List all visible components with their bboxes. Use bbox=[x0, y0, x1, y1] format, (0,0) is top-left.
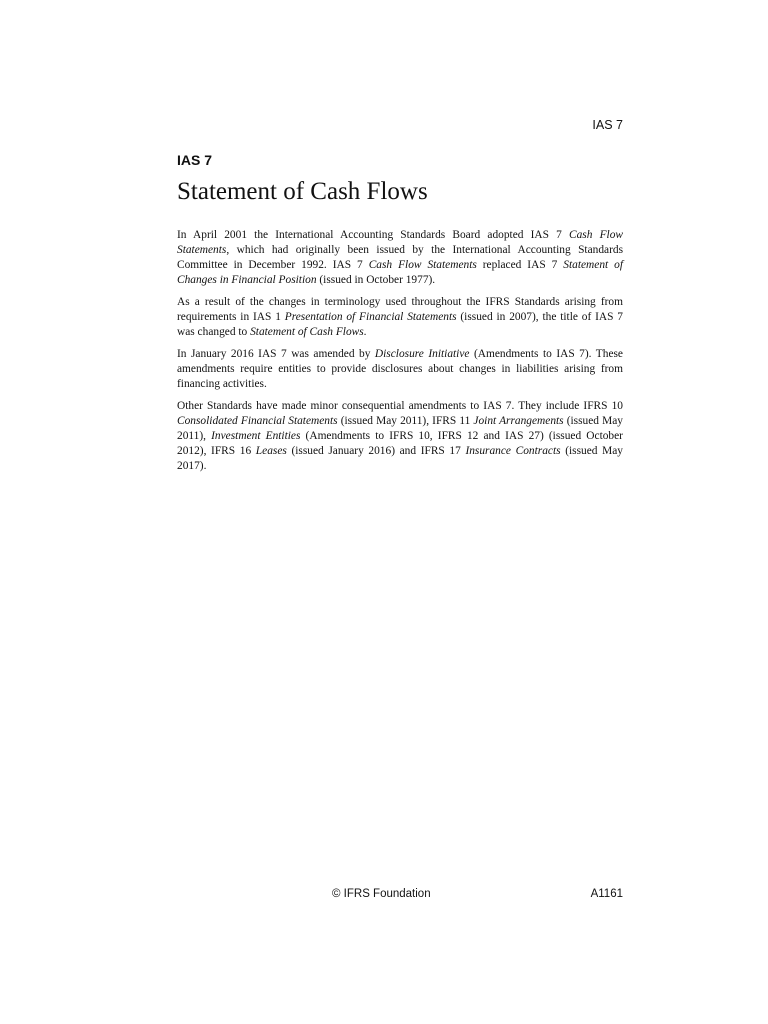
standard-label: IAS 7 bbox=[177, 152, 213, 168]
italic-title-reference: Investment Entities bbox=[211, 430, 301, 442]
paragraph-text: (issued May 2011), IFRS 11 bbox=[337, 415, 474, 427]
running-header: IAS 7 bbox=[592, 118, 623, 132]
paragraph-amendment bbox=[177, 347, 623, 392]
italic-title-reference: Presentation of Financial Statements bbox=[284, 311, 457, 323]
paragraph-consequential bbox=[177, 399, 623, 474]
italic-title-reference: Cash Flow Statements bbox=[368, 259, 477, 271]
paragraph-text: As a result of the changes in terminology used throughout the IFRS Standards arising from requirements in IAS 1 bbox=[177, 296, 623, 323]
footer-page-number: A1161 bbox=[590, 888, 623, 900]
paragraph-text: (Amendments to IAS 7). These amendments require entities to provide disclosures about changes in liabilities arising from financing activities. bbox=[177, 348, 623, 390]
paragraph-history bbox=[177, 228, 623, 288]
paragraph-text: (issued in 2007), the title of IAS 7 was changed to bbox=[177, 311, 623, 338]
paragraph-text: (issued in October 1977). bbox=[316, 274, 436, 286]
page-title: Statement of Cash Flows bbox=[177, 178, 428, 205]
paragraph-text: In April 2001 the International Accounting Standards Board adopted IAS 7 bbox=[177, 229, 569, 241]
paragraph-text: Other Standards have made minor consequential amendments to IAS 7. They include IFRS 10 bbox=[177, 400, 623, 412]
paragraph-text: . bbox=[363, 326, 367, 338]
italic-title-reference: Cash Flow Statements bbox=[177, 229, 624, 256]
italic-title-reference: Joint Arrangements bbox=[473, 415, 564, 427]
italic-title-reference: Insurance Contracts bbox=[465, 445, 561, 457]
italic-title-reference: Disclosure Initiative bbox=[374, 348, 470, 360]
paragraph-text: replaced IAS 7 bbox=[476, 259, 564, 271]
paragraph-text: (Amendments to IFRS 10, IFRS 12 and IAS 27) (issued October 2012), IFRS 16 bbox=[177, 430, 623, 457]
italic-title-reference: Statement of Changes in Financial Position bbox=[177, 259, 623, 286]
paragraph-text: (issued May 2017). bbox=[177, 445, 623, 472]
paragraph-text: , which had originally been issued by the International Accounting Standards Committee in December 1992. IAS 7 bbox=[177, 244, 623, 271]
paragraph-text: (issued May 2011), bbox=[177, 415, 623, 442]
body-text bbox=[177, 228, 623, 481]
footer-copyright: © IFRS Foundation bbox=[332, 888, 431, 900]
paragraph-title-change bbox=[177, 295, 623, 340]
italic-title-reference: Statement of Cash Flows bbox=[250, 326, 364, 338]
paragraph-text: (issued January 2016) and IFRS 17 bbox=[286, 445, 466, 457]
italic-title-reference: Leases bbox=[255, 445, 287, 457]
italic-title-reference: Consolidated Financial Statements bbox=[177, 415, 338, 427]
paragraph-text: In January 2016 IAS 7 was amended by bbox=[177, 348, 375, 360]
